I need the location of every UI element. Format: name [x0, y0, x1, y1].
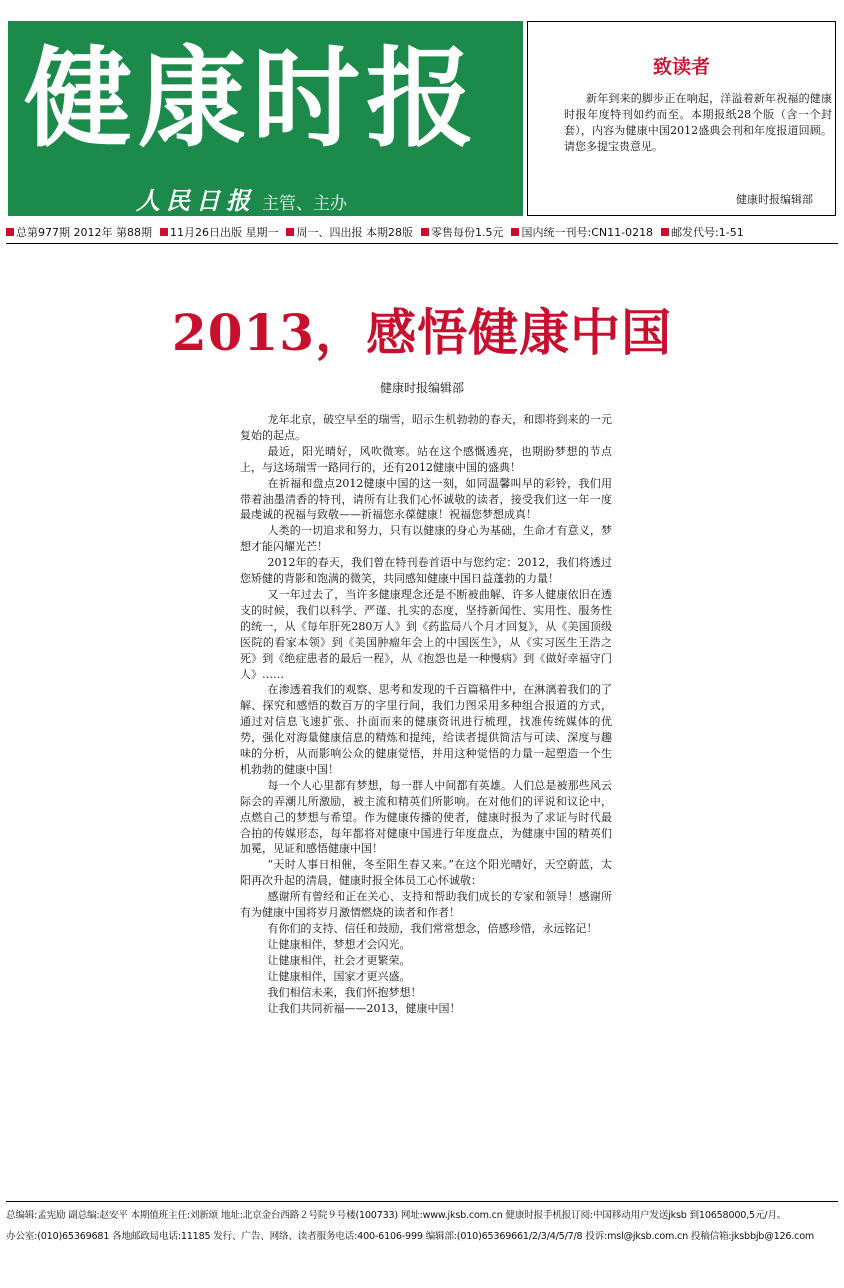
notice-heading: 致读者	[652, 56, 710, 78]
article-paragraph: 有你们的支持、信任和鼓励，我们常常想念，倍感珍惜，永远铭记！	[267, 922, 598, 935]
footer-staff-line: 总编辑:孟宪励 副总编:赵安平 本期值班主任:刘新颂 地址:北京金台西路２号院９号楼(100733) 网址:www.jksb.com.cn 健康时报手机报订阅:中国移动用户发送jksb 到10658000,5元/月。	[6, 1210, 787, 1221]
issue-info-item	[661, 224, 744, 240]
article-paragraph: 让健康相伴，梦想才会闪光。	[267, 937, 411, 951]
article-byline: 健康时报编辑部	[379, 381, 464, 395]
masthead-publisher	[136, 181, 347, 216]
article-paragraph: 让健康相伴，社会才更繁荣。	[267, 953, 411, 967]
issue-info-item	[286, 224, 413, 240]
footer-divider	[6, 1201, 838, 1202]
issue-number: 总第977期 2012年 第88期	[16, 226, 152, 239]
article-paragraph: 让健康相伴，国家才更兴盛。	[267, 969, 411, 983]
issue-schedule: 周一、四出报 本期28版	[296, 226, 413, 239]
masthead	[8, 21, 523, 216]
issue-info-item	[511, 224, 653, 240]
article-paragraph: 感谢所有曾经和正在关心、支持和帮助我们成长的专家和领导！感谢所有为健康中国将岁月激情燃烧的读者和作者！	[240, 890, 612, 920]
issue-price: 零售每份1.5元	[430, 226, 504, 239]
article-body	[240, 412, 612, 1016]
publisher-role: 主管、主办	[262, 194, 347, 214]
issue-date: 11月26日出版 星期一	[169, 226, 279, 239]
issue-info-bar	[6, 224, 842, 240]
article-paragraph: “天时人事日相催，冬至阳生春又来。”在这个阳光晴好，天空蔚蓝，太阳再次升起的清晨，健康时报全体员工心怀诚敬：	[240, 858, 612, 888]
bullet-square-icon	[286, 228, 294, 236]
issue-cn-number: 国内统一刊号:CN11-0218	[521, 226, 654, 239]
article-paragraph: 我们相信未来，我们怀抱梦想！	[267, 985, 422, 999]
bullet-square-icon	[421, 228, 429, 236]
article-paragraph: 2012年的春天，我们曾在特刊卷首语中与您约定：2012，我们将透过您矫健的背影和饱满的微笑，共同感知健康中国日益蓬勃的力量！	[240, 556, 612, 586]
page-headline: 2013，感悟健康中国	[171, 303, 673, 362]
footer-contact-line: 办公室:(010)65369681 各地邮政局电话:11185 发行、广告、网络、读者服务电话:400-6106-999 编辑部:(010)65369661/2/3/4/5/7/8 投诉:msl@jksb.com.cn 投稿信箱:jksbbjb@126.com	[6, 1231, 815, 1242]
bullet-square-icon	[511, 228, 519, 236]
bullet-square-icon	[661, 228, 669, 236]
bullet-square-icon	[160, 228, 168, 236]
notice-body: 新年到来的脚步正在响起，洋溢着新年祝福的健康时报年度特刊如约而至。本期报纸28个版（含一个封套），内容为健康中国2012盛典会刊和年度报道回顾。请您多提宝贵意见。	[564, 92, 832, 153]
article-paragraph: 让我们共同祈福——2013，健康中国！	[267, 1001, 461, 1015]
bullet-square-icon	[6, 228, 14, 236]
reader-notice-box	[527, 21, 836, 216]
issue-info-item	[160, 224, 279, 240]
notice-signature: 健康时报编辑部	[736, 193, 813, 206]
article-paragraph: 最近，阳光晴好，风吹微寒。站在这个感慨透亮，也期盼梦想的节点上，与这场瑞雪一路同行的，还有2012健康中国的盛典！	[240, 444, 612, 474]
article-paragraph: 在渗透着我们的观察、思考和发现的千百篇稿件中，在淋漓着我们的了解、探究和感悟的数百万的字里行间，我们力图采用多种组合报道的方式，通过对信息飞速扩张、扑面而来的健康资讯进行梳理，找准传统媒体的优势，强化对海量健康信息的精炼和提纯，给读者提供简洁与可读、深度与趣味的分析，从而影响公众的健康觉悟，并用这种觉悟的力量一起塑造一个生机勃勃的健康中国！	[240, 683, 612, 776]
issue-postal-code: 邮发代号:1-51	[671, 226, 744, 239]
article-paragraph: 又一年过去了，当许多健康理念还是不断被曲解、许多人健康依旧在透支的时候，我们以科学、严谨、扎实的态度，坚持新闻性、实用性、服务性的统一，从《每年肝死280万人》到《药监局八个月才回复》，从《美国顶级医院的看家本领》到《美国肿瘤年会上的中国医生》，从《实习医生王浩之死》到《绝症患者的最后一程》，从《抱怨也是一种慢病》到《做好幸福守门人》……	[240, 587, 612, 681]
header-divider	[6, 243, 838, 244]
article-paragraph: 龙年北京，破空早至的瑞雪，昭示生机勃勃的春天，和即将到来的一元复始的起点。	[240, 413, 612, 442]
masthead-title: 健康时报	[24, 36, 481, 162]
article-paragraph: 每一个人心里都有梦想，每一群人中间都有英雄。人们总是被那些风云际会的弄潮儿所激励，被主流和精英们所影响。在对他们的评说和议论中，点燃自己的梦想与希望。作为健康传播的使者，健康时报为了求证与时代最合拍的传媒形态，每年都将对健康中国进行年度盘点，为健康中国的精英们加冕，见证和感悟健康中国！	[240, 778, 612, 856]
issue-info-item	[6, 224, 152, 240]
article-paragraph: 人类的一切追求和努力，只有以健康的身心为基础，生命才有意义，梦想才能闪耀光芒！	[240, 524, 612, 554]
issue-info-item	[421, 224, 504, 240]
publisher-name: 人民日报	[136, 186, 256, 215]
article-paragraph: 在祈福和盘点2012健康中国的这一刻，如同温馨叫早的彩铃，我们用带着油墨清香的特刊，请所有让我们心怀诚敬的读者，接受我们这一年一度最虔诚的祝福与致敬——祈福您永葆健康！祝福您梦想成真！	[240, 476, 612, 522]
